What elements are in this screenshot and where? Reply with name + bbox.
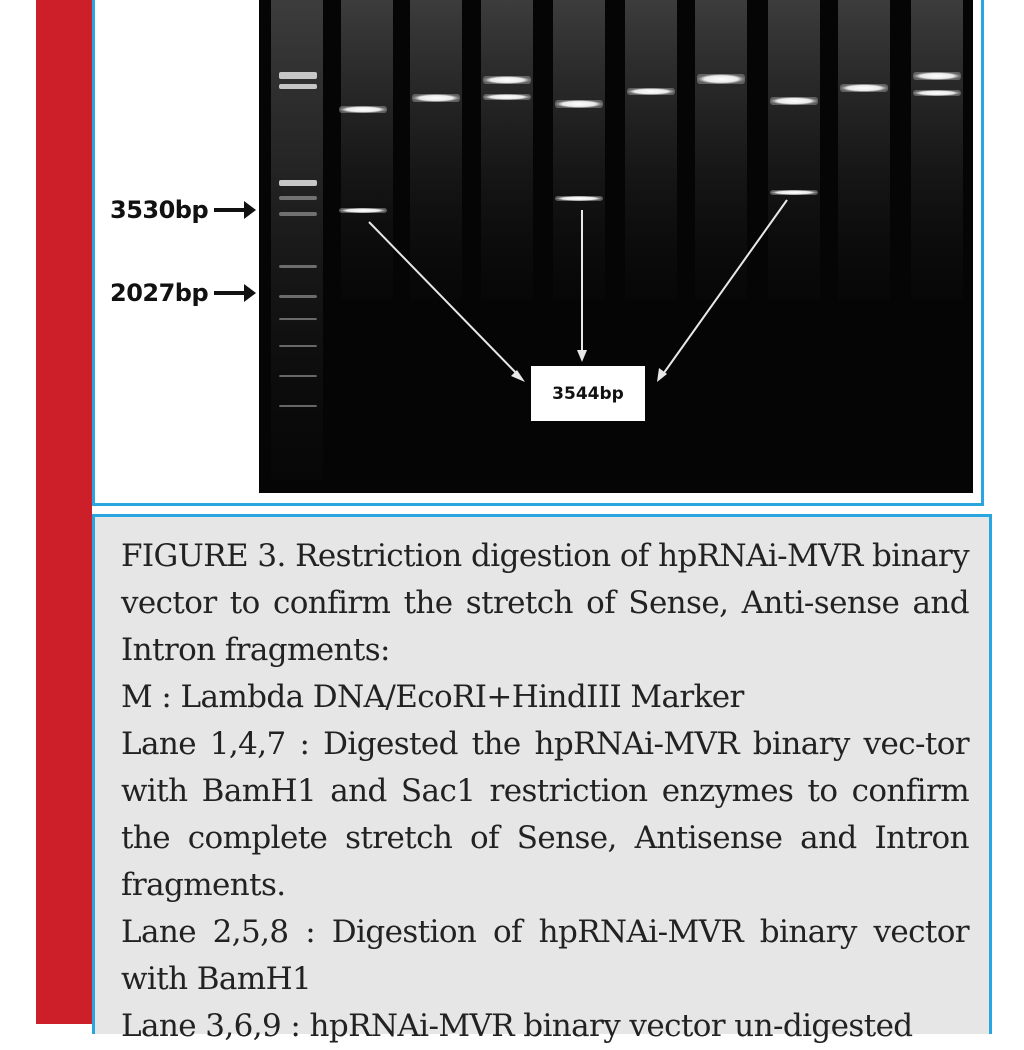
marker-label-2027bp bbox=[110, 279, 250, 307]
gel-band bbox=[339, 106, 387, 113]
right-arrow-icon bbox=[214, 208, 250, 212]
gel-lane bbox=[481, 0, 533, 300]
ladder-band bbox=[279, 212, 317, 216]
arrowhead-1 bbox=[511, 370, 525, 382]
figure-caption-box bbox=[92, 514, 992, 1044]
gel-band bbox=[913, 90, 961, 96]
ladder-band bbox=[279, 265, 317, 268]
gel-lane bbox=[911, 0, 963, 300]
gel-band bbox=[913, 72, 961, 80]
ladder-band bbox=[279, 180, 317, 186]
caption-lane-1-4-7: Lane 1,4,7 : Digested the hpRNAi-MVR binary vec-tor with BamH1 and Sac1 restriction enzymes to confirm the complete stretch of Sense, Antisense and Intron fragments. bbox=[121, 726, 969, 903]
caption-lane-3-6-9: Lane 3,6,9 : hpRNAi-MVR binary vector un-digested bbox=[121, 1008, 913, 1044]
gel-lane bbox=[838, 0, 890, 300]
gel-band bbox=[483, 94, 531, 100]
figure-caption bbox=[121, 533, 969, 1050]
ladder-band bbox=[279, 405, 317, 407]
gel-band bbox=[555, 196, 603, 201]
ladder-band bbox=[279, 318, 317, 320]
marker-label-3530bp bbox=[110, 196, 250, 224]
ladder-band bbox=[279, 196, 317, 200]
accent-red-bar bbox=[36, 0, 92, 1024]
ladder-band bbox=[279, 72, 317, 79]
gel-lane bbox=[695, 0, 747, 300]
gel-lane bbox=[625, 0, 677, 300]
marker-label-text: 3530bp bbox=[110, 196, 209, 224]
gel-lane bbox=[341, 0, 393, 300]
gel-band bbox=[412, 94, 460, 102]
ladder-band bbox=[279, 345, 317, 347]
gel-band bbox=[555, 100, 603, 108]
caption-marker-line: M : Lambda DNA/EcoRI+HindIII Marker bbox=[121, 679, 744, 715]
gel-band bbox=[697, 74, 745, 84]
band-size-text: 3544bp bbox=[552, 383, 624, 404]
gel-lane bbox=[553, 0, 605, 300]
ladder-band bbox=[279, 84, 317, 89]
gel-lane bbox=[768, 0, 820, 300]
gel-lane bbox=[410, 0, 462, 300]
marker-label-text: 2027bp bbox=[110, 279, 209, 307]
gel-band bbox=[627, 88, 675, 95]
caption-title: FIGURE 3. Restriction digestion of hpRNAi-MVR binary vector to confirm the stretch of Sense, Anti-sense and Intron fragments: bbox=[121, 538, 969, 668]
gel-band bbox=[770, 190, 818, 195]
gel-band bbox=[339, 208, 387, 213]
ladder-band bbox=[279, 375, 317, 377]
gel-band bbox=[770, 97, 818, 105]
right-arrow-icon bbox=[214, 291, 250, 295]
gel-band bbox=[483, 76, 531, 84]
gel-band bbox=[840, 84, 888, 92]
band-size-label bbox=[531, 366, 645, 421]
ladder-band bbox=[279, 295, 317, 298]
arrowhead-2 bbox=[577, 350, 587, 362]
caption-lane-2-5-8: Lane 2,5,8 : Digestion of hpRNAi-MVR binary vector with BamH1 bbox=[121, 914, 969, 997]
